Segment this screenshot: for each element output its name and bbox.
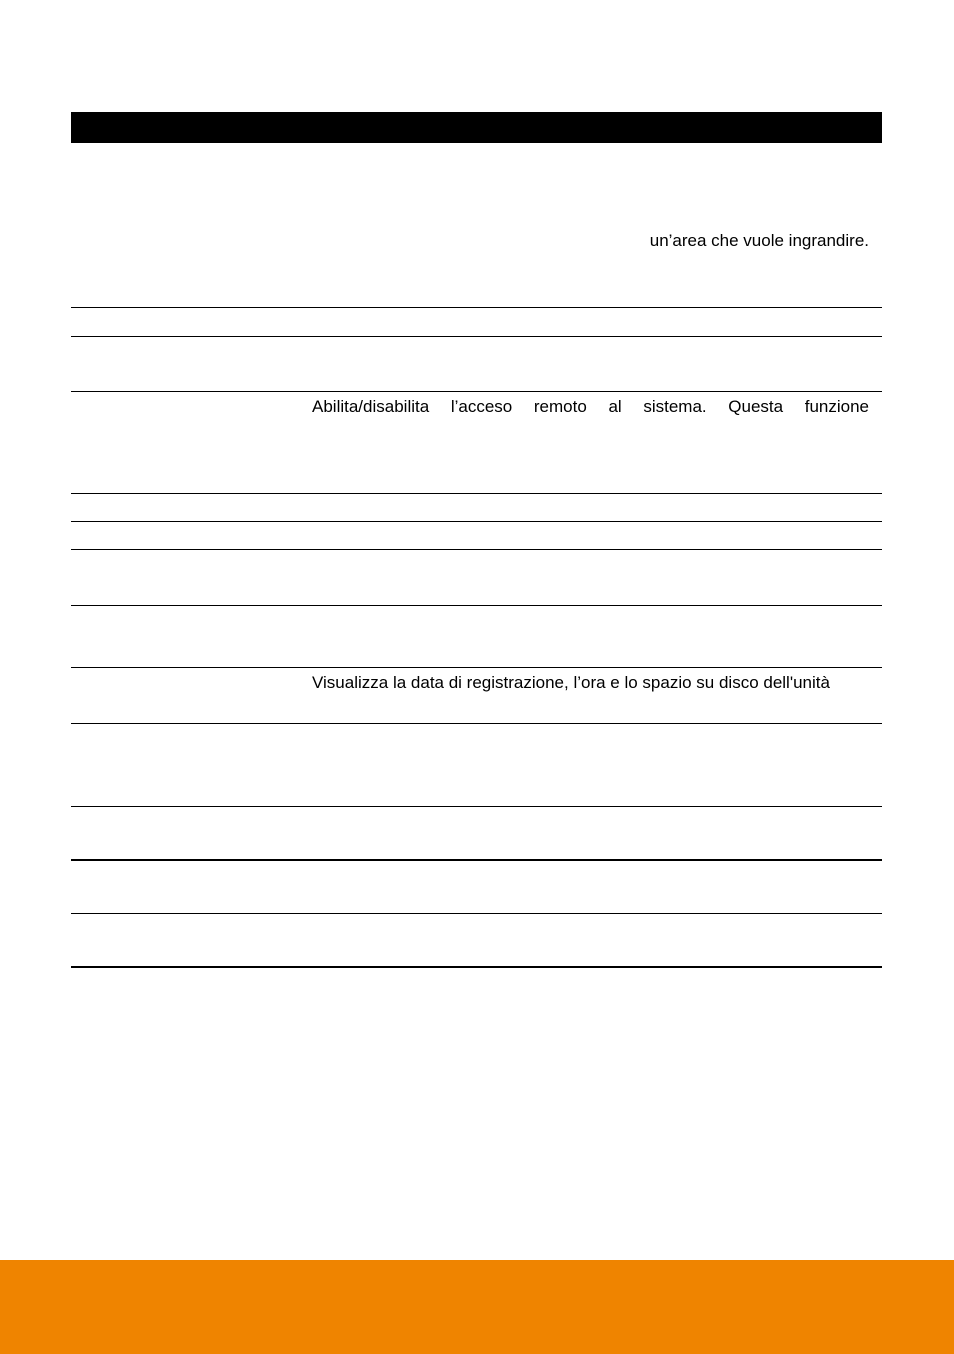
table-row: [71, 307, 882, 336]
footer-bar: [0, 1260, 954, 1354]
table-row: [71, 723, 882, 806]
row-description: Visualizza la data di registrazione, l’ora e lo spazio su disco dell'unità: [312, 673, 830, 692]
table-row: [71, 806, 882, 859]
table-row: [71, 493, 882, 521]
table-row: [71, 336, 882, 391]
table-row: [71, 605, 882, 667]
table-row: [71, 391, 882, 493]
table-row: [71, 913, 882, 966]
table-row: [71, 549, 882, 605]
section-header-bar: [71, 112, 882, 143]
table-row: [71, 667, 882, 723]
table-row: [71, 521, 882, 549]
table-row: [71, 859, 882, 913]
table-bottom-rule: [71, 966, 882, 968]
description-table: [71, 307, 882, 968]
row-description: Abilita/disabilita l’acceso remoto al sistema. Questa funzione: [312, 397, 869, 416]
intro-text: un’area che vuole ingrandire.: [649, 231, 869, 250]
